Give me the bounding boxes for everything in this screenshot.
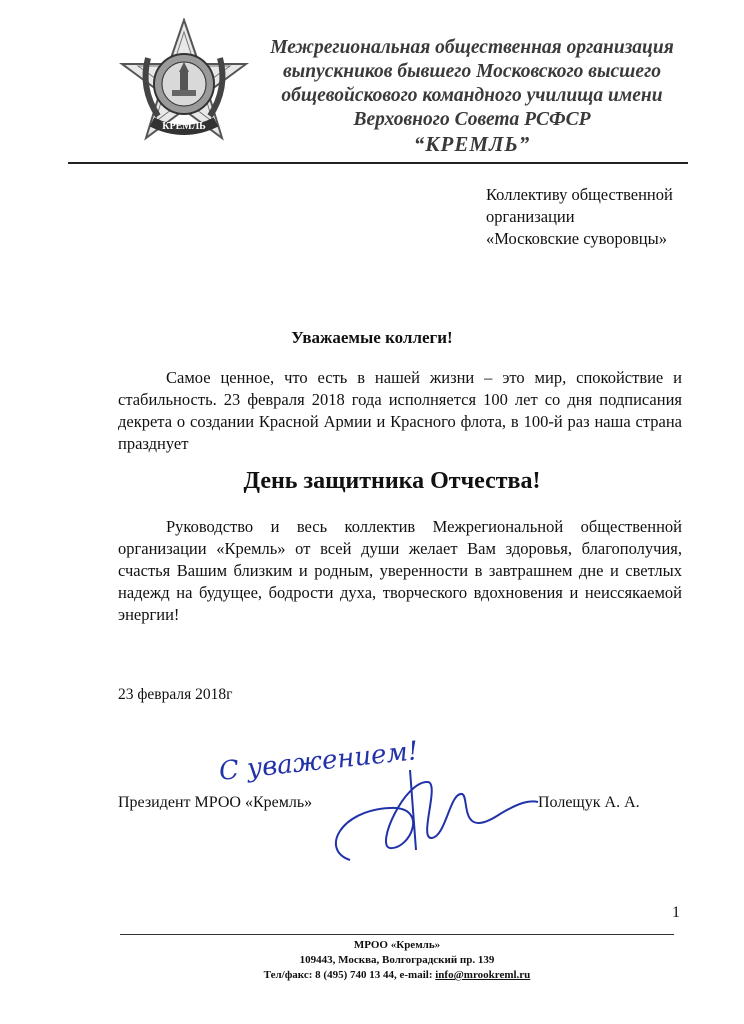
addressee-line: «Московские суворовцы»	[486, 229, 667, 248]
org-title-line: Верховного Совета РСФСР	[353, 109, 591, 130]
signer-position: Президент МРОО «Кремль»	[118, 794, 313, 811]
footer-email-link[interactable]: info@mrookreml.ru	[435, 969, 531, 981]
signature-scribble	[336, 782, 538, 860]
footer-org: МРОО «Кремль»	[353, 939, 441, 951]
signer-name: Полещук А. А.	[538, 794, 640, 811]
organization-title	[252, 36, 692, 156]
footer-address: 109443, Москва, Волгоградский пр. 139	[299, 954, 495, 966]
handwritten-salutation: С уважением!	[217, 736, 420, 787]
footer-contacts	[120, 968, 674, 983]
addressee-line: организации	[486, 207, 575, 226]
org-title-line: выпускников бывшего Московского высшего	[282, 61, 662, 82]
page-number: 1	[672, 904, 680, 921]
org-short-name: “КРЕМЛЬ”	[413, 132, 531, 156]
holiday-heading: День защитника Отчества!	[243, 468, 541, 494]
header-divider	[68, 162, 688, 164]
letter-date: 23 февраля 2018г	[118, 686, 233, 703]
footer-divider	[120, 934, 674, 935]
org-title-line: Межрегиональная общественная организация	[270, 37, 674, 58]
addressee-line: Коллективу общественной	[486, 185, 673, 204]
emblem-ribbon-text: КРЕМЛЬ	[162, 121, 206, 132]
org-title-line: общевойскового командного училища имени	[281, 85, 663, 106]
paragraph-intro: Самое ценное, что есть в нашей жизни – это мир, спокойствие и стабильность. 23 февраля 2018 года исполняется 100 лет со дня подписания декрета о создании Красной Армии и Красного флота, в 100-й раз наша страна празднует	[118, 368, 682, 453]
greeting: Уважаемые коллеги!	[291, 328, 453, 347]
addressee-block	[486, 184, 716, 250]
paragraph-wishes: Руководство и весь коллектив Межрегиональной общественной организации «Кремль» от всей души желает Вам здоровья, благополучия, счастья Вашим близким и родным, уверенности в завтрашнем дне и светлых надежд на будущее, бодрости духа, творческого вдохновения и неиссякаемой энергии!	[118, 517, 682, 624]
footer-phone: Тел/факс: 8 (495) 740 13 44, e-mail:	[263, 969, 436, 981]
organization-emblem	[118, 18, 250, 150]
